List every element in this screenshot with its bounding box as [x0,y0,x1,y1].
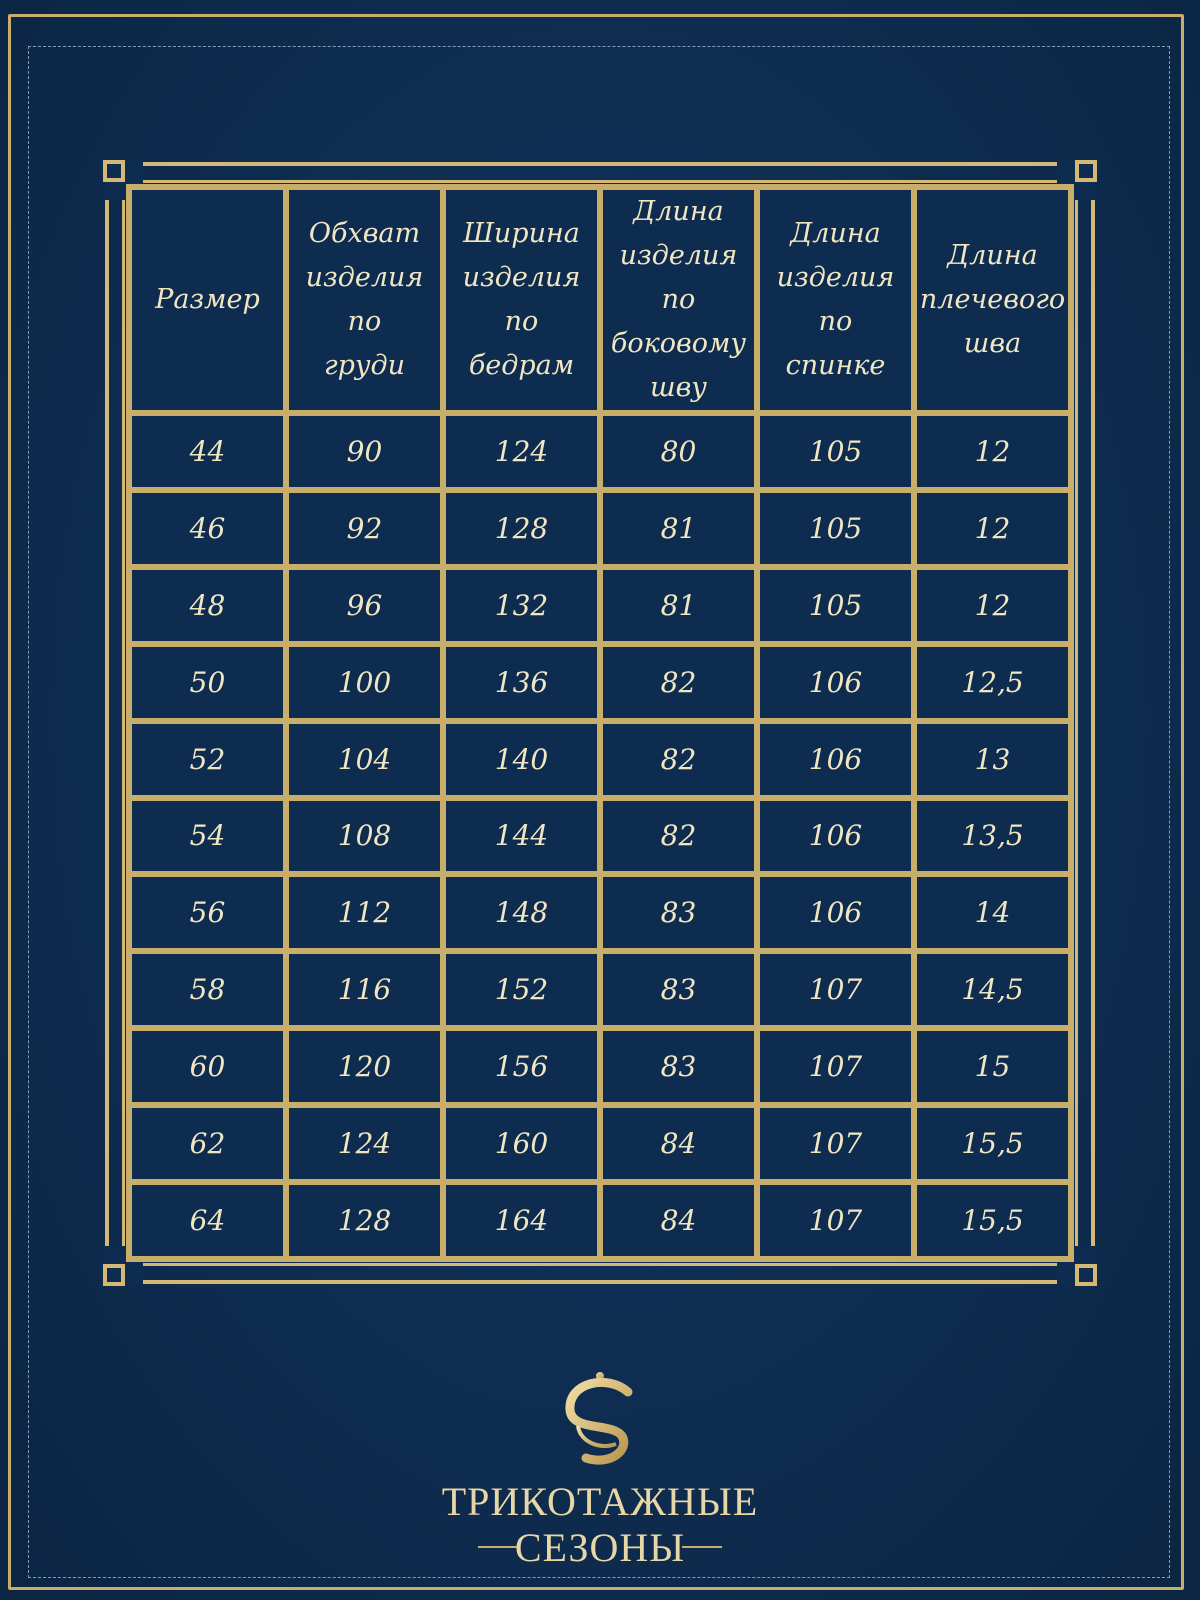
table-cell: 46 [132,493,283,564]
table-row [132,570,1068,641]
table-cell: 132 [446,570,597,641]
table-cell: 107 [760,954,911,1025]
table-cell: 14,5 [917,954,1068,1025]
table-cell: 52 [132,724,283,795]
table-cell: 60 [132,1031,283,1102]
column-header-line: боковому [610,328,747,359]
table-row [132,1108,1068,1179]
brand-logo [0,1370,1200,1570]
table-cell: 128 [289,1185,440,1256]
brand-name-line1: ТРИКОТАЖНЫЕ [441,1479,759,1524]
table-header-row [132,190,1068,410]
table-row [132,647,1068,718]
column-header-line: плечевого [919,284,1066,315]
table-cell: 54 [132,801,283,872]
table-cell: 82 [603,647,754,718]
column-header [132,190,283,410]
table-cell: 81 [603,493,754,564]
brand-name-line2-wrap [0,1524,1200,1574]
table-cell: 156 [446,1031,597,1102]
table-cell: 152 [446,954,597,1025]
column-header-line: спинке [785,350,886,381]
column-header-line: шву [650,372,707,403]
table-cell: 58 [132,954,283,1025]
table-cell: 83 [603,1031,754,1102]
table-cell: 84 [603,1108,754,1179]
table-cell: 106 [760,647,911,718]
column-header-line: шва [963,328,1022,359]
column-header [603,190,754,410]
table-row [132,877,1068,948]
table-cell: 136 [446,647,597,718]
table-row [132,724,1068,795]
column-header [289,190,440,410]
table-cell: 15 [917,1031,1068,1102]
column-header [917,190,1068,410]
table-cell: 12 [917,416,1068,487]
table-cell: 105 [760,416,911,487]
table-cell: 12 [917,493,1068,564]
table-cell: 107 [760,1031,911,1102]
table-cell: 12 [917,570,1068,641]
table-cell: 148 [446,877,597,948]
table-cell: 15,5 [917,1108,1068,1179]
table-cell: 13 [917,724,1068,795]
table-cell: 82 [603,724,754,795]
table-cell: 81 [603,570,754,641]
table-cell: 105 [760,570,911,641]
table-cell: 164 [446,1185,597,1256]
table-cell: 56 [132,877,283,948]
table-cell: 14 [917,877,1068,948]
column-header-line: Обхват [308,218,421,249]
table-cell: 64 [132,1185,283,1256]
table-row [132,416,1068,487]
column-header-line: изделия по [619,240,738,315]
table-cell: 124 [446,416,597,487]
table-cell: 44 [132,416,283,487]
table-cell: 144 [446,801,597,872]
size-table-container [126,184,1074,1262]
table-cell: 108 [289,801,440,872]
table-cell: 13,5 [917,801,1068,872]
table-row [132,1031,1068,1102]
table-cell: 107 [760,1108,911,1179]
table-cell: 96 [289,570,440,641]
table-row [132,801,1068,872]
table-body [132,416,1068,1256]
brand-emblem-icon [550,1370,650,1470]
table-cell: 112 [289,877,440,948]
table-cell: 83 [603,954,754,1025]
table-cell: 82 [603,801,754,872]
table-cell: 128 [446,493,597,564]
table-cell: 90 [289,416,440,487]
table-cell: 83 [603,877,754,948]
table-cell: 50 [132,647,283,718]
table-cell: 124 [289,1108,440,1179]
size-table [126,184,1074,1262]
table-row [132,1185,1068,1256]
column-header-line: Длина [790,218,881,249]
column-header-line: изделия по [776,262,895,337]
table-cell: 62 [132,1108,283,1179]
table-cell: 84 [603,1185,754,1256]
table-cell: 15,5 [917,1185,1068,1256]
table-cell: 107 [760,1185,911,1256]
table-cell: 116 [289,954,440,1025]
column-header-line: груди [323,350,406,381]
column-header-line: изделия по [305,262,424,337]
table-row [132,954,1068,1025]
table-cell: 160 [446,1108,597,1179]
table-cell: 80 [603,416,754,487]
table-cell: 92 [289,493,440,564]
column-header-line: бедрам [468,350,575,381]
column-header-line: изделия по [462,262,581,337]
table-cell: 48 [132,570,283,641]
column-header [446,190,597,410]
column-header [760,190,911,410]
table-cell: 104 [289,724,440,795]
table-cell: 105 [760,493,911,564]
brand-name-line2: СЕЗОНЫ [514,1525,686,1570]
table-cell: 106 [760,877,911,948]
table-cell: 106 [760,724,911,795]
table-cell: 140 [446,724,597,795]
column-header-line: Размер [155,284,260,315]
table-cell: 100 [289,647,440,718]
table-cell: 106 [760,801,911,872]
table-cell: 12,5 [917,647,1068,718]
column-header-line: Длина [633,196,724,227]
table-row [132,493,1068,564]
table-cell: 120 [289,1031,440,1102]
column-header-line: Длина [947,240,1038,271]
column-header-line: Ширина [463,218,580,249]
